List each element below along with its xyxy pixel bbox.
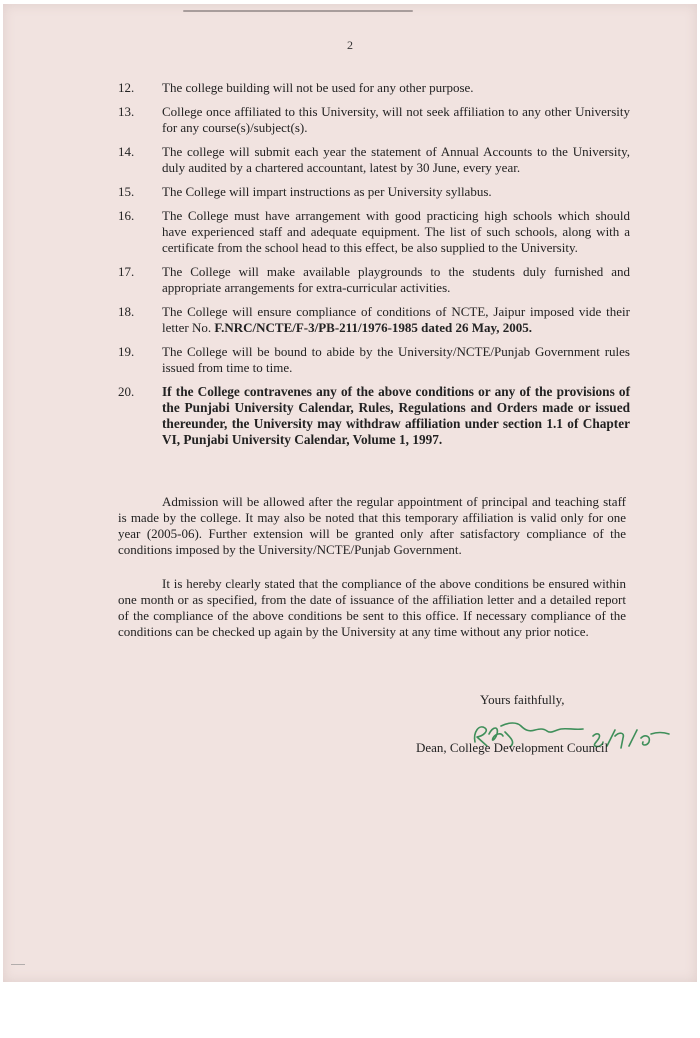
compliance-paragraph: It is hereby clearly stated that the compliance of the above conditions be ensured within one month or as specified, from the date of issuance of the affiliation letter and a detailed report of the compliance of the above conditions be sent to this office. If necessary compliance of the conditions can be checked up again by the University at any time without any prior notice. — [118, 576, 626, 639]
condition-text: The College will impart instructions as per University syllabus. — [162, 184, 492, 199]
condition-number: 14. — [118, 144, 135, 159]
condition-item — [118, 208, 630, 256]
condition-text: The College must have arrangement with good practicing high schools which should have experienced staff and adequate equipment. The list of such schools, along with a certificate from the school head to this effect, be also supplied to the University. — [162, 208, 630, 255]
page-number: 2 — [347, 38, 353, 52]
condition-text-wrapper — [162, 304, 630, 336]
condition-text: The College will be bound to abide by the University/NCTE/Punjab Government rules issued from time to time. — [162, 344, 630, 375]
condition-number: 20. — [118, 384, 135, 399]
condition-item — [118, 104, 630, 136]
condition-item — [118, 384, 630, 448]
condition-item — [118, 344, 630, 376]
condition-text: The College will ensure compliance of conditions of NCTE, Jaipur imposed vide their letter No. — [162, 304, 630, 335]
closing-salutation: Yours faithfully, — [480, 692, 565, 707]
condition-item — [118, 80, 630, 96]
conditions-list — [118, 80, 630, 456]
condition-number: 17. — [118, 264, 135, 279]
condition-text: The college building will not be used for any other purpose. — [162, 80, 474, 95]
condition-number: 19. — [118, 344, 135, 359]
condition-item — [118, 264, 630, 296]
condition-text: College once affiliated to this University, will not seek affiliation to any other University for any course(s)/subject(s). — [162, 104, 630, 135]
condition-number: 12. — [118, 80, 135, 95]
condition-text: If the College contravenes any of the above conditions or any of the provisions of the Punjabi University Calendar, Rules, Regulations and Orders made or issued thereunder, the University may withdraw affiliation under section 1.1 of Chapter VI, Punjabi University Calendar, Volume 1, 1997. — [162, 384, 630, 447]
condition-item — [118, 144, 630, 176]
condition-text: The College will make available playgrounds to the students duly furnished and appropriate arrangements for extra-curricular activities. — [162, 264, 630, 295]
condition-number: 18. — [118, 304, 135, 319]
scan-mark — [11, 964, 25, 965]
ncte-letter-reference: F.NRC/NCTE/F-3/PB-211/1976-1985 dated 26 May, 2005. — [214, 320, 533, 335]
condition-item — [118, 184, 630, 200]
fold-line — [183, 10, 413, 12]
condition-text: The college will submit each year the statement of Annual Accounts to the University, duly audited by a chartered accountant, latest by 30 June, every year. — [162, 144, 630, 175]
condition-item — [118, 304, 630, 336]
condition-number: 15. — [118, 184, 135, 199]
condition-number: 16. — [118, 208, 135, 223]
admission-paragraph: Admission will be allowed after the regular appointment of principal and teaching staff is made by the college. It may also be noted that this temporary affiliation is valid only for one year (2005-06). Further extension will be granted only after satisfactory compliance of the conditions imposed by the University/NCTE/Punjab Government. — [118, 494, 626, 557]
condition-number: 13. — [118, 104, 135, 119]
signatory-title: Dean, College Development Council — [416, 740, 609, 755]
